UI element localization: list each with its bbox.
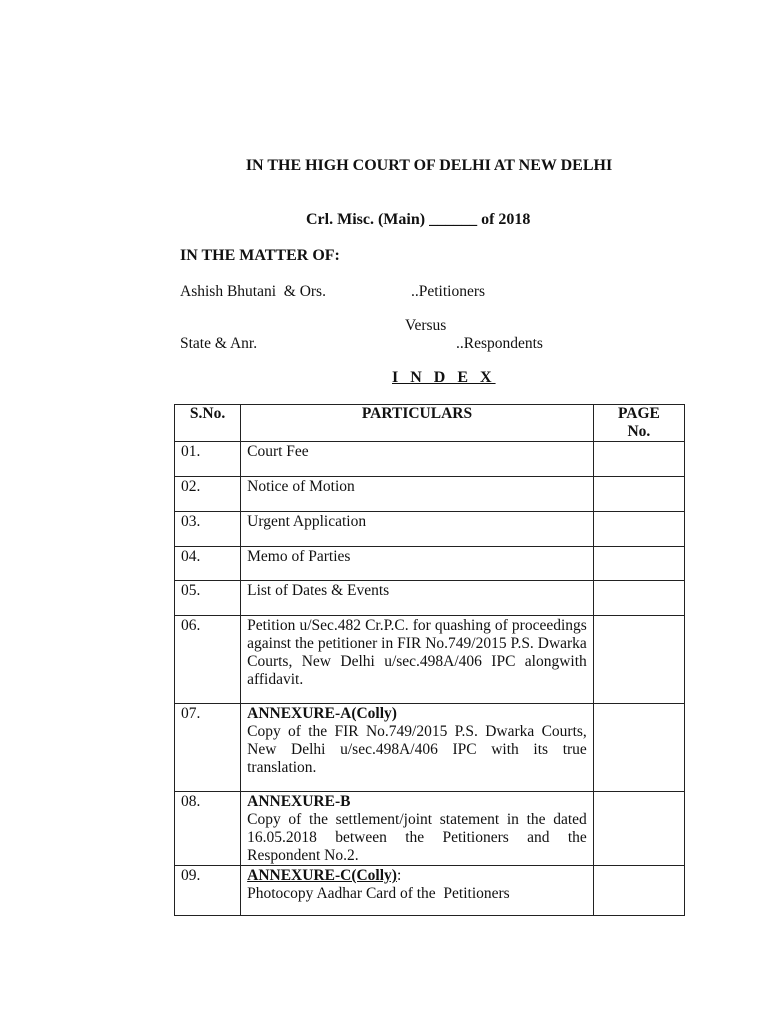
case-prefix: Crl. Misc. (Main) <box>306 211 426 228</box>
table-header-row <box>175 405 685 442</box>
row-page-cell <box>593 792 684 866</box>
column-header-sno: S.No. <box>175 405 241 442</box>
case-number-line <box>306 211 530 229</box>
versus-label: Versus <box>405 317 447 334</box>
row-sno: 01. <box>181 443 201 460</box>
row-particulars: Copy of the FIR No.749/2015 P.S. Dwarka Courts, New Delhi u/sec.498A/406 IPC with its true translation. <box>247 723 587 776</box>
row-page-cell <box>593 547 684 581</box>
respondent-name: State & Anr. <box>180 335 258 352</box>
annexure-label: ANNEXURE-C(Colly) <box>247 867 397 884</box>
annexure-label: ANNEXURE-B <box>247 793 351 810</box>
row-page-cell <box>593 616 684 704</box>
annexure-suffix: : <box>396 867 402 884</box>
table-row <box>175 792 685 866</box>
row-sno: 05. <box>181 582 201 599</box>
row-particulars: Notice of Motion <box>247 478 355 495</box>
row-sno: 02. <box>181 478 201 495</box>
row-sno: 07. <box>181 705 201 722</box>
row-particulars: Photocopy Aadhar Card of the Petitioners <box>247 885 510 902</box>
row-particulars: Memo of Parties <box>247 548 351 565</box>
case-year: of 2018 <box>481 211 531 228</box>
row-page-cell <box>593 704 684 792</box>
column-header-particulars: PARTICULARS <box>241 405 594 442</box>
row-page-cell <box>593 442 684 477</box>
table-row <box>175 477 685 512</box>
row-particulars: List of Dates & Events <box>247 582 390 599</box>
row-page-cell <box>593 512 684 547</box>
row-page-cell <box>593 581 684 616</box>
table-row <box>175 512 685 547</box>
annexure-line <box>241 866 593 885</box>
petitioner-role: ..Petitioners <box>411 283 486 300</box>
table-row <box>175 547 685 581</box>
table-row <box>175 581 685 616</box>
table-row <box>175 616 685 704</box>
row-sno: 09. <box>181 867 201 884</box>
row-page-cell <box>593 477 684 512</box>
court-title: IN THE HIGH COURT OF DELHI AT NEW DELHI <box>245 157 613 174</box>
row-sno: 03. <box>181 513 201 530</box>
row-particulars: Copy of the settlement/joint statement in the dated 16.05.2018 between the Petitioners and the Respondent No.2. <box>247 811 587 864</box>
row-sno: 04. <box>181 548 201 565</box>
index-table <box>174 404 685 916</box>
row-particulars: Petition u/Sec.482 Cr.P.C. for quashing of proceedings against the petitioner in FIR No.749/2015 P.S. Dwarka Courts, New Delhi u/sec.498A/406 IPC alongwith affidavit. <box>247 617 587 688</box>
case-blank: ______ <box>429 211 478 228</box>
row-particulars: Urgent Application <box>247 513 367 530</box>
row-sno: 08. <box>181 793 201 810</box>
column-header-page: PAGE No. <box>593 405 684 442</box>
row-particulars: Court Fee <box>247 443 309 460</box>
table-row <box>175 442 685 477</box>
table-row <box>175 866 685 916</box>
petitioner-name: Ashish Bhutani & Ors. <box>180 283 326 300</box>
respondent-role: ..Respondents <box>456 335 543 352</box>
annexure-label: ANNEXURE-A(Colly) <box>247 705 397 722</box>
index-title: I N D E X <box>392 369 496 386</box>
row-sno: 06. <box>181 617 201 634</box>
table-row <box>175 704 685 792</box>
row-page-cell <box>593 866 684 916</box>
matter-heading: IN THE MATTER OF: <box>180 247 340 264</box>
